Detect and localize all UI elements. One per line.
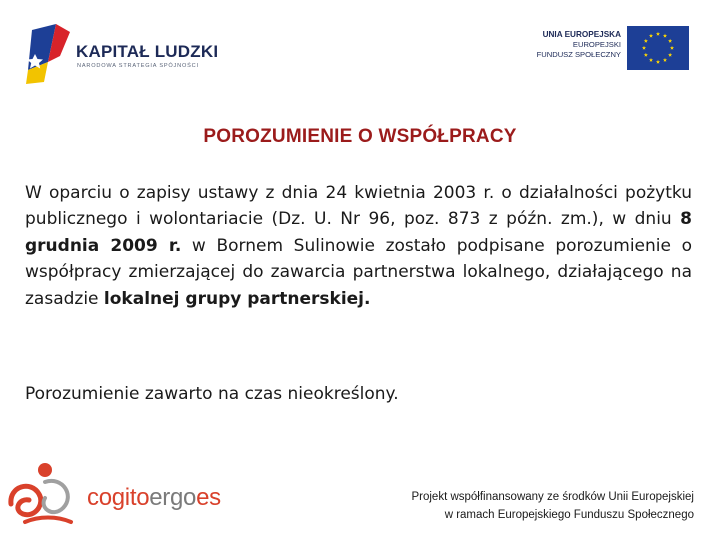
kapital-ludzki-subtitle: NARODOWA STRATEGIA SPÓJNOŚCI — [77, 63, 199, 69]
cogito-figures-icon — [5, 460, 85, 528]
agreement-paragraph — [25, 180, 692, 312]
cogito-word-part1: cogito — [87, 484, 150, 511]
agreement-text-part1: W oparciu o zapisy ustawy z dnia 24 kwietnia 2003 r. o działalności pożytku publicznego i wolontariacie (Dz. U. Nr 96, poz. 873 z późn. zm.), w dniu — [25, 183, 692, 230]
cogito-ergo-es-logo — [5, 460, 230, 530]
document-title: POROZUMIENIE O WSPÓŁPRACY — [203, 126, 517, 147]
duration-paragraph: Porozumienie zawarto na czas nieokreślony. — [25, 384, 399, 404]
funding-note — [411, 488, 694, 524]
eu-logo-line2: EUROPEJSKI — [572, 40, 621, 49]
agreement-date: 8 grudnia 2009 r. — [25, 209, 692, 256]
kapital-ludzki-emblem-icon — [26, 22, 72, 84]
agreement-group-type: lokalnej grupy partnerskiej. — [103, 288, 371, 309]
funding-note-line2: w ramach Europejskiego Funduszu Społecznego — [444, 509, 694, 521]
eu-logo-line1: UNIA EUROPEJSKA — [542, 30, 621, 39]
kapital-ludzki-title: KAPITAŁ LUDZKI — [76, 42, 219, 61]
eu-logo-line3: FUNDUSZ SPOŁECZNY — [536, 50, 621, 59]
cogito-wordmark — [87, 484, 221, 512]
eu-logo-text — [537, 30, 621, 60]
cogito-word-part2: ergo — [149, 484, 197, 511]
eu-flag-icon — [627, 26, 689, 70]
eu-logo — [505, 24, 695, 72]
cogito-word-part3: es — [196, 484, 221, 511]
agreement-text-part2: w Bornem Sulinowie zostało podpisane porozumienie o współpracy zmierzającej do zawarcia partnerstwa lokalnego, działającego na zasadzie — [25, 235, 693, 309]
kapital-ludzki-logo — [26, 22, 226, 84]
funding-note-line1: Projekt współfinansowany ze środków Unii Europejskiej — [411, 491, 694, 503]
